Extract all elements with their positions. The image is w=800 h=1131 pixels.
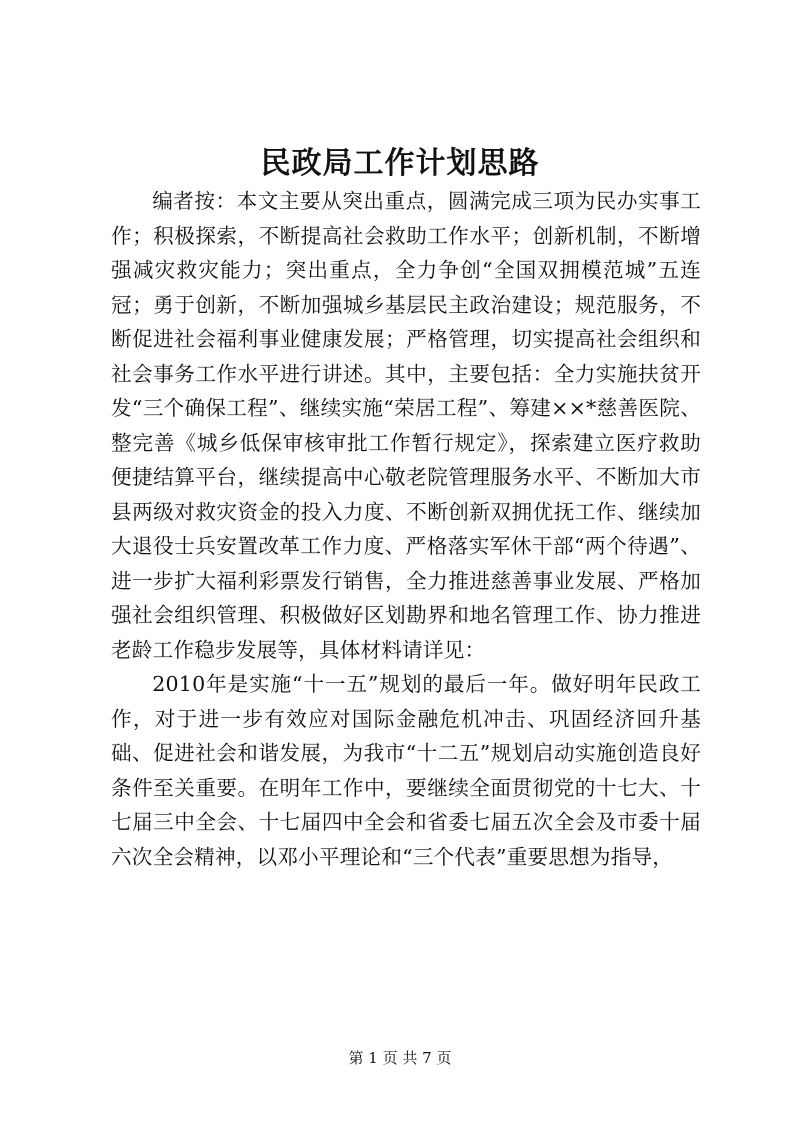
document-body: [111, 184, 701, 874]
editor-note-paragraph: 编者按：本文主要从突出重点，圆满完成三项为民办实事工作；积极探索，不断提高社会救助工作水平；创新机制，不断增强减灾救灾能力；突出重点，全力争创“全国双拥模范城”五连冠；勇于创新，不断加强城乡基层民主政治建设；规范服务，不断促进社会福利事业健康发展；严格管理，切实提高社会组织和社会事务工作水平进行讲述。其中，主要包括：全力实施扶贫开发“三个确保工程”、继续实施“荣居工程”、筹建××*慈善医院、整完善《城乡低保审核审批工作暂行规定》，探索建立医疗救助便捷结算平台，继续提高中心敬老院管理服务水平、不断加大市县两级对救灾资金的投入力度、不断创新双拥优抚工作、继续加大退役士兵安置改革工作力度、严格落实军休干部“两个待遇”、进一步扩大福利彩票发行销售，全力推进慈善事业发展、严格加强社会组织管理、积极做好区划勘界和地名管理工作、协力推进老龄工作稳步发展等，具体材料请详见：: [111, 189, 701, 662]
document-title: 民政局工作计划思路: [260, 146, 540, 181]
body-paragraph: 2010年是实施“十一五”规划的最后一年。做好明年民政工作，对于进一步有效应对国际金融危机冲击、巩固经济回升基础、促进社会和谐发展，为我市“十二五”规划启动实施创造良好条件至关重要。在明年工作中，要继续全面贯彻党的十七大、十七届三中全会、十七届四中全会和省委七届五次全会及市委十届六次全会精神，以邓小平理论和“三个代表”重要思想为指导，: [111, 672, 701, 869]
page-footer: 第 1 页 共 7 页: [348, 1049, 452, 1067]
